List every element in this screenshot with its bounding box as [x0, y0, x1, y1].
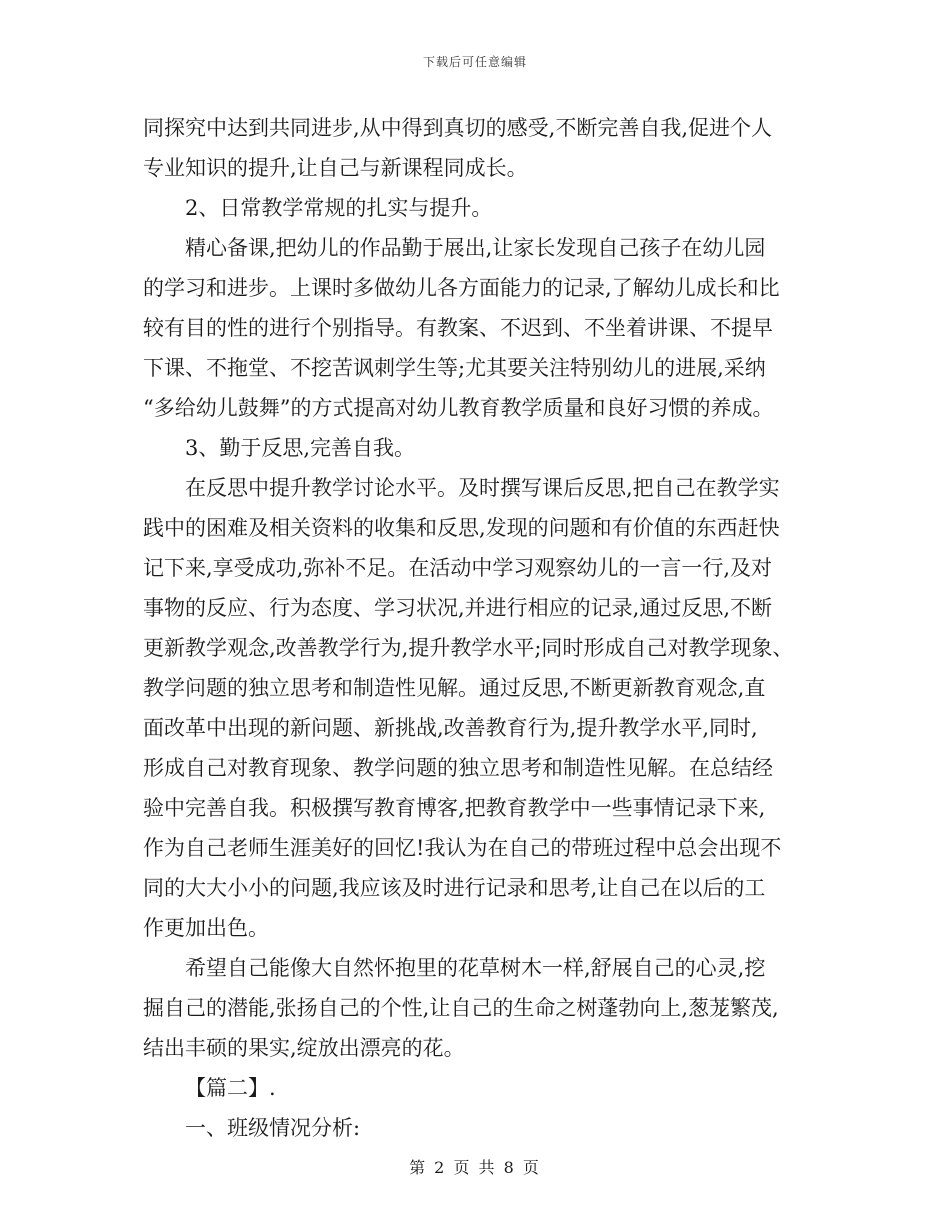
- text-line: 【篇二】.: [185, 1076, 276, 1100]
- text-line: 验中完善自我。积极撰写教育博客,把教育教学中一些事情记录下来,: [143, 796, 766, 820]
- text-line: 事物的反应、行为态度、学习状况,并进行相应的记录,通过反思,不断: [143, 596, 773, 620]
- text-line: 同探究中达到共同进步,从中得到真切的感受,不断完善自我,促进个人: [143, 116, 773, 140]
- text-line: 同的大大小小的问题,我应该及时进行记录和思考,让自己在以后的工: [143, 876, 766, 900]
- text-line: 较有目的性的进行个别指导。有教案、不迟到、不坐着讲课、不提早: [143, 316, 773, 340]
- text-line: 作更加出色。: [143, 916, 269, 940]
- text-line: 精心备课,把幼儿的作品勤于展出,让家长发现自己孩子在幼儿园: [185, 236, 766, 260]
- text-line: 希望自己能像大自然怀抱里的花草树木一样,舒展自己的心灵,挖: [185, 956, 766, 980]
- text-line: 的学习和进步。上课时多做幼儿各方面能力的记录,了解幼儿成长和比: [143, 276, 780, 300]
- text-line: 作为自己老师生涯美好的回忆!我认为在自己的带班过程中总会出现不: [143, 836, 782, 860]
- text-line: 2、日常教学常规的扎实与提升。: [185, 196, 493, 220]
- text-line: 践中的困难及相关资料的收集和反思,发现的问题和有价值的东西赶快: [143, 516, 780, 540]
- text-line: 在反思中提升教学讨论水平。及时撰写课后反思,把自己在教学实: [185, 476, 780, 500]
- text-line: 教学问题的独立思考和制造性见解。通过反思,不断更新教育观念,直: [143, 676, 766, 700]
- text-line: 专业知识的提升,让自己与新课程同成长。: [143, 156, 528, 180]
- page-header: 下载后可任意编辑: [422, 55, 527, 69]
- document-body: [143, 108, 823, 1148]
- text-line: 3、勤于反思,完善自我。: [185, 436, 416, 460]
- text-line: 一、班级情况分析:: [185, 1116, 361, 1140]
- text-line: 记下来,享受成功,弥补不足。在活动中学习观察幼儿的一言一行,及对: [143, 556, 773, 580]
- text-line: 结出丰硕的果实,绽放出漂亮的花。: [143, 1036, 465, 1060]
- text-line: 更新教学观念,改善教学行为,提升教学水平;同时形成自己对教学现象、: [143, 636, 794, 660]
- text-line: 掘自己的潜能,张扬自己的个性,让自己的生命之树蓬勃向上,葱茏繁茂,: [143, 996, 779, 1020]
- text-line: “多给幼儿鼓舞”的方式提高对幼儿教育教学质量和良好习惯的养成。: [143, 396, 774, 420]
- page-footer: 第 2 页 共 8 页: [409, 1158, 541, 1177]
- text-line: 面改革中出现的新问题、新挑战,改善教育行为,提升教学水平,同时,: [143, 716, 758, 740]
- text-line: 形成自己对教育现象、教学问题的独立思考和制造性见解。在总结经: [143, 756, 773, 780]
- text-line: 下课、不拖堂、不挖苦讽刺学生等;尤其要关注特别幼儿的进展,采纳: [143, 356, 766, 380]
